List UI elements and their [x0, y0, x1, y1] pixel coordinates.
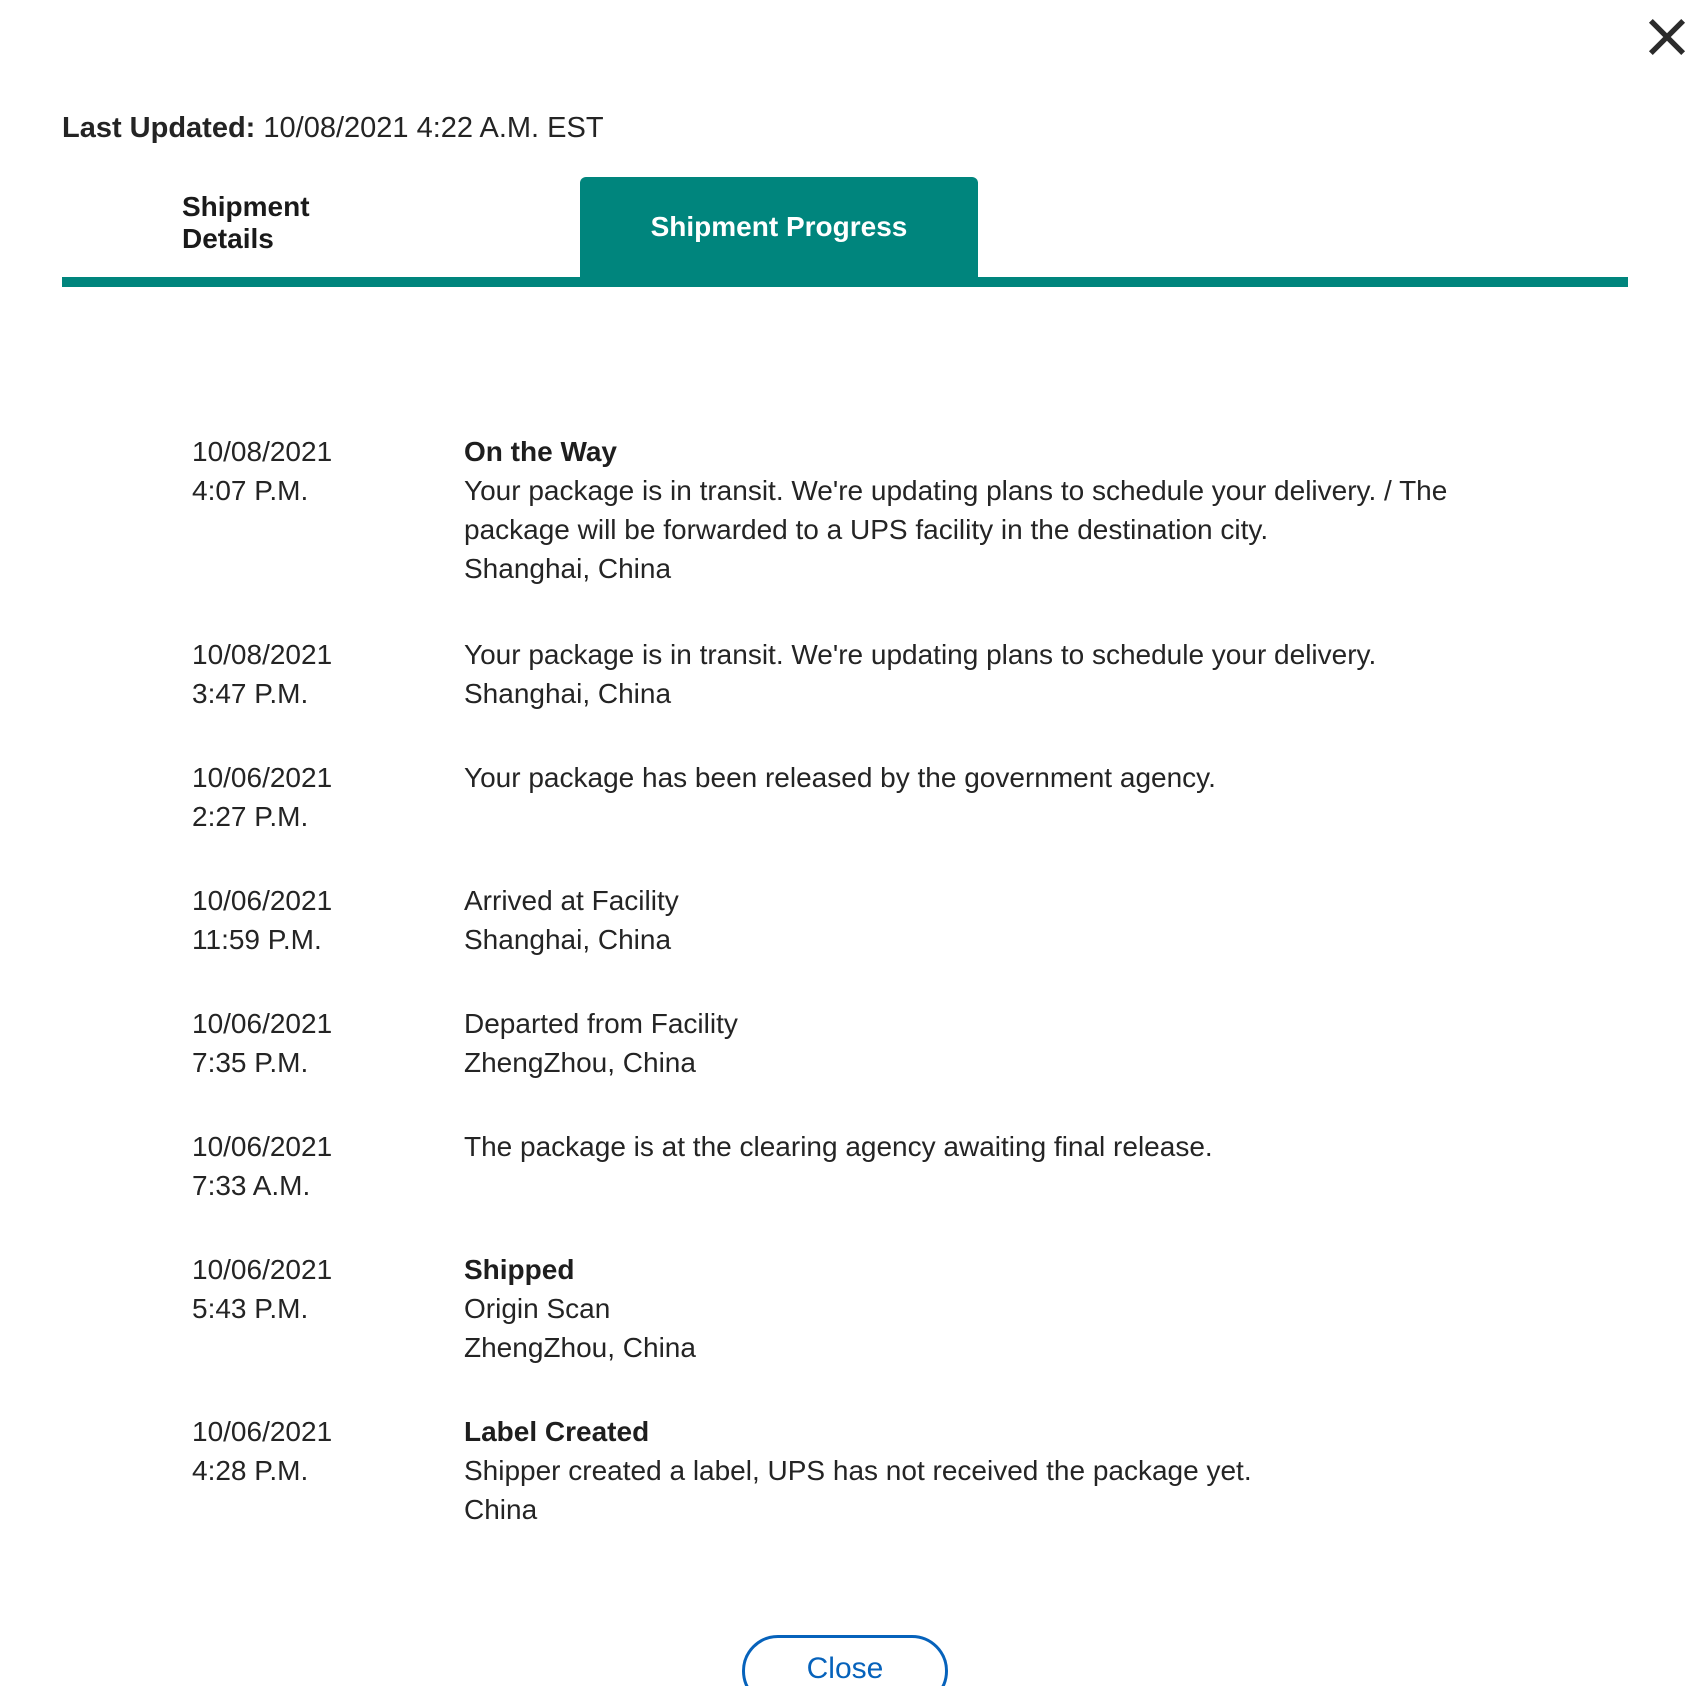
event-date: 10/06/2021	[192, 885, 333, 916]
last-updated-label: Last Updated:	[62, 112, 256, 144]
event-time: 2:27 P.M.	[192, 801, 309, 832]
event-time: 4:07 P.M.	[192, 475, 309, 506]
event-time: 7:33 A.M.	[192, 1170, 311, 1201]
event-location: Shanghai, China	[464, 553, 672, 584]
event-datetime	[192, 1127, 452, 1205]
last-updated	[62, 108, 604, 148]
event-location: ZhengZhou, China	[464, 1332, 696, 1363]
event-datetime	[192, 1250, 452, 1328]
tab-shipment-progress[interactable]: Shipment Progress	[580, 177, 978, 277]
event-description: Shipper created a label, UPS has not received the package yet.	[464, 1455, 1252, 1486]
event-date: 10/06/2021	[192, 1131, 333, 1162]
event-date: 10/06/2021	[192, 1008, 333, 1039]
event-datetime	[192, 635, 452, 713]
event-details	[464, 881, 1504, 959]
event-date: 10/06/2021	[192, 1254, 333, 1285]
event-description: Departed from Facility	[464, 1008, 738, 1039]
event-title: Shipped	[464, 1254, 575, 1285]
event-date: 10/08/2021	[192, 639, 333, 670]
event-date: 10/06/2021	[192, 1416, 333, 1447]
event-details	[464, 1412, 1504, 1529]
tab-underline	[62, 277, 1628, 287]
event-datetime	[192, 1412, 452, 1490]
event-description: Your package has been released by the government agency.	[464, 762, 1216, 793]
event-location: Shanghai, China	[464, 678, 672, 709]
tab-bar	[62, 177, 1628, 287]
event-time: 5:43 P.M.	[192, 1293, 309, 1324]
tab-shipment-details[interactable]: Shipment Details	[182, 191, 310, 254]
close-x-icon	[1648, 18, 1686, 56]
event-time: 7:35 P.M.	[192, 1047, 309, 1078]
close-button[interactable]: Close	[742, 1635, 948, 1686]
event-datetime	[192, 432, 452, 510]
event-time: 11:59 P.M.	[192, 924, 322, 955]
event-description: The package is at the clearing agency awaiting final release.	[464, 1131, 1213, 1162]
event-title: Label Created	[464, 1416, 650, 1447]
event-details	[464, 635, 1504, 713]
event-description: Origin Scan	[464, 1293, 611, 1324]
event-datetime	[192, 1004, 452, 1082]
event-date: 10/06/2021	[192, 762, 333, 793]
event-title: On the Way	[464, 436, 617, 467]
event-details	[464, 758, 1504, 797]
event-details	[464, 1250, 1504, 1367]
event-details	[464, 1004, 1504, 1082]
event-description: Arrived at Facility	[464, 885, 679, 916]
last-updated-value: 10/08/2021 4:22 A.M. EST	[263, 112, 604, 144]
event-description: Your package is in transit. We're updating plans to schedule your delivery.	[464, 639, 1377, 670]
event-details	[464, 432, 1504, 588]
event-description: Your package is in transit. We're updating plans to schedule your delivery. / The package will be forwarded to a UPS facility in the destination city.	[464, 475, 1448, 545]
event-location: China	[464, 1494, 538, 1525]
event-datetime	[192, 881, 452, 959]
event-time: 4:28 P.M.	[192, 1455, 309, 1486]
event-location: ZhengZhou, China	[464, 1047, 696, 1078]
event-location: Shanghai, China	[464, 924, 672, 955]
close-icon[interactable]	[1638, 8, 1696, 66]
event-date: 10/08/2021	[192, 436, 333, 467]
event-details	[464, 1127, 1504, 1166]
event-time: 3:47 P.M.	[192, 678, 309, 709]
event-datetime	[192, 758, 452, 836]
